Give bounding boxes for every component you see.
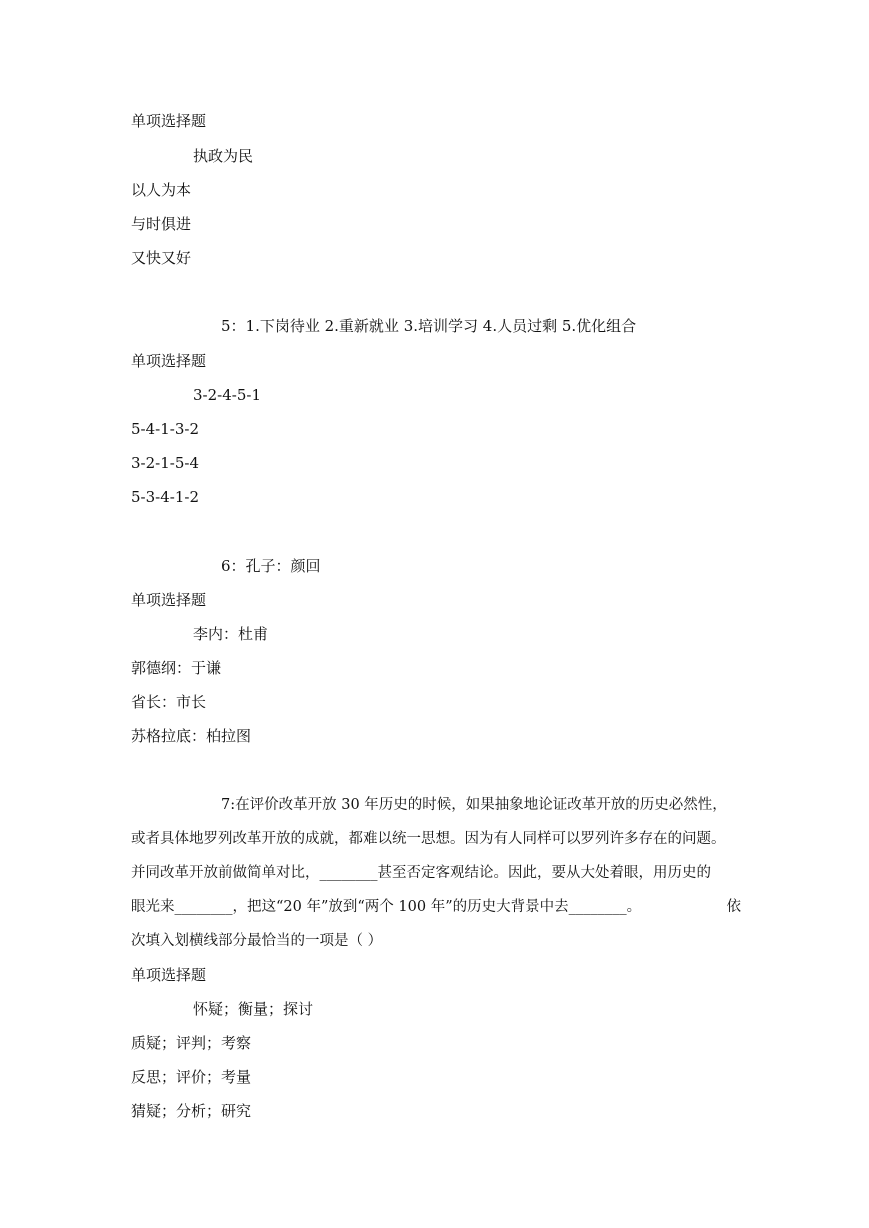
question-type-label: 单项选择题 xyxy=(131,966,207,984)
question-stem: 5：1.下岗待业 2.重新就业 3.培训学习 4.人员过剩 5.优化组合 xyxy=(221,317,637,335)
option-b: 5-4-1-3-2 xyxy=(131,420,199,438)
option-c: 与时俱进 xyxy=(131,215,192,233)
question-stem-line-2: 或者具体地罗列改革开放的成就，都难以统一思想。因为有人同样可以罗列许多存在的问题。 xyxy=(131,831,726,847)
question-stem-line-4 xyxy=(131,897,741,917)
question-stem-line-4-text: 眼光来________，把这“20 年”放到“两个 100 年”的历史大背景中去________。 xyxy=(131,899,642,915)
question-stem: 6：孔子：颜回 xyxy=(221,557,321,575)
option-d: 5-3-4-1-2 xyxy=(131,488,199,506)
option-a: 3-2-4-5-1 xyxy=(193,386,261,404)
question-stem-line-1: 7:在评价改革开放 30 年历史的时候，如果抽象地论证改革开放的历史必然性， xyxy=(221,797,727,813)
option-c: 3-2-1-5-4 xyxy=(131,454,199,472)
question-stem-line-5: 次填入划横线部分最恰当的一项是（ ） xyxy=(131,933,383,949)
option-d: 猜疑；分析；研究 xyxy=(131,1102,252,1120)
option-a: 怀疑；衡量；探讨 xyxy=(193,1000,314,1018)
question-type-label: 单项选择题 xyxy=(131,591,207,609)
option-d: 又快又好 xyxy=(131,249,192,267)
option-c: 反思；评价；考量 xyxy=(131,1068,252,1086)
option-a: 李内：杜甫 xyxy=(193,625,269,643)
question-stem-line-4-tail: 依 xyxy=(726,899,741,915)
question-stem-line-3: 并同改革开放前做简单对比，________甚至否定客观结论。因此，要从大处着眼，用历史的 xyxy=(131,865,711,881)
question-type-label: 单项选择题 xyxy=(131,352,207,370)
option-b: 质疑；评判；考察 xyxy=(131,1034,252,1052)
option-d: 苏格拉底：柏拉图 xyxy=(131,727,252,745)
option-c: 省长：市长 xyxy=(131,693,207,711)
option-a: 执政为民 xyxy=(193,147,254,165)
question-type-label: 单项选择题 xyxy=(131,112,207,130)
option-b: 郭德纲：于谦 xyxy=(131,659,222,677)
option-b: 以人为本 xyxy=(131,181,192,199)
